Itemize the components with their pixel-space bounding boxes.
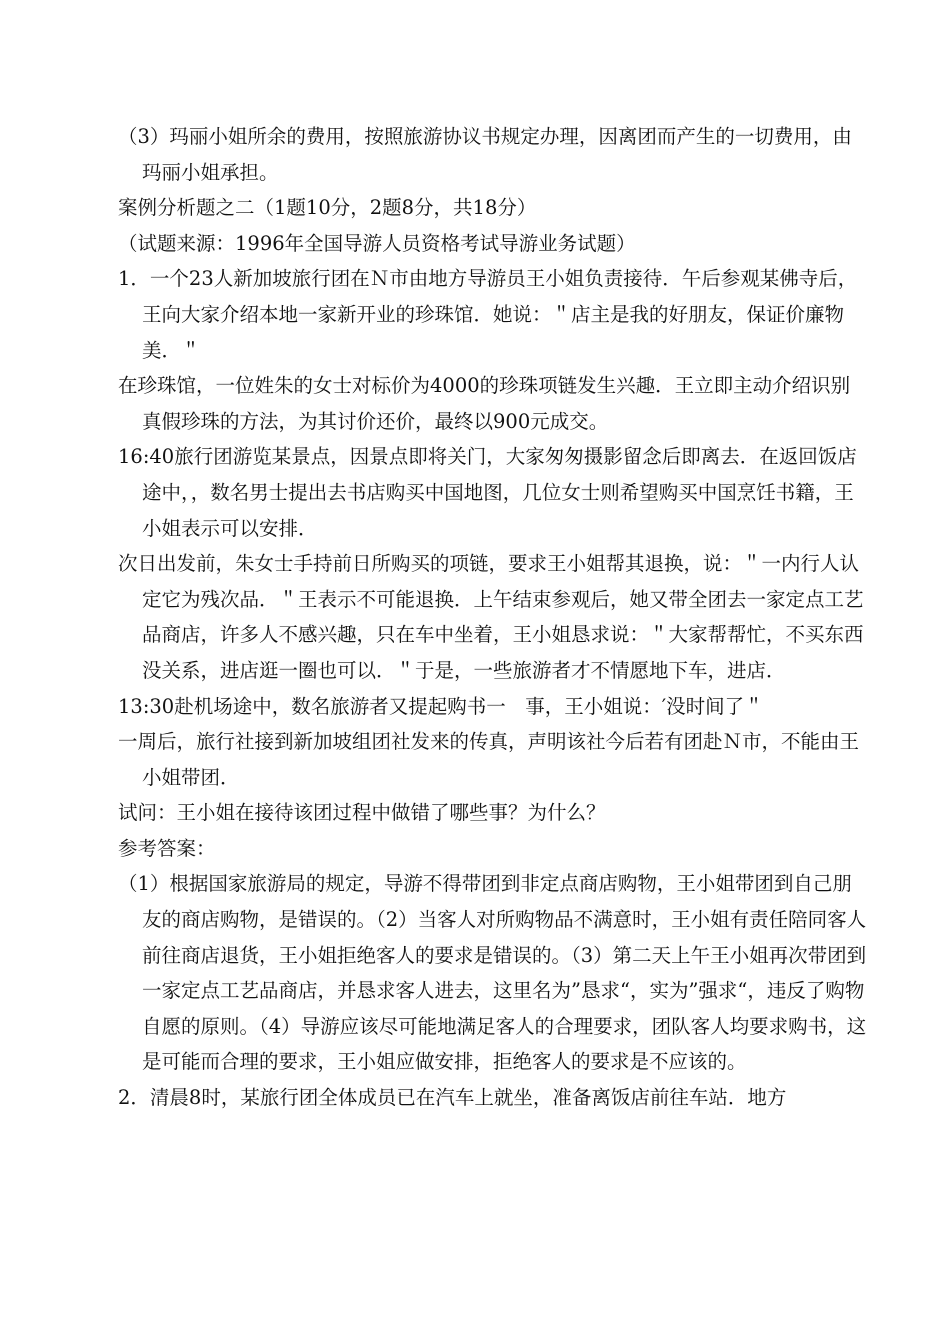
question-1-intro: 1．一个23人新加坡旅行团在Ｎ市由地方导游员王小姐负责接待．午后参观某佛寺后，王向大家介绍本地一家新开业的珍珠馆．她说：＂店主是我的好朋友，保证价廉物美．＂ [118, 267, 858, 362]
question-2-intro: 2．清晨8时，某旅行团全体成员已在汽车上就坐，准备离饭店前往车站．地方 [118, 1086, 787, 1110]
paragraph-1640-scenic: 16:40旅行团游览某景点，因景点即将关门，大家匆匆摄影留念后即离去．在返回饭店途中，，数名男士提出去书店购买中国地图，几位女士则希望购买中国烹饪书籍，王小姐表示可以安排． [118, 445, 857, 540]
paragraph-next-day: 次日出发前，朱女士手持前日所购买的项链，要求王小姐帮其退换，说：＂一内行人认定它为残次品．＂王表示不可能退换．上午结束参观后，她又带全团去一家定点工艺品商店，许多人不感兴趣，只在车中坐着，王小姐恳求说：＂大家帮帮忙，不买东西没关系，进店逛一圈也可以．＂于是，一些旅游者才不情愿地下车，进店． [118, 552, 864, 682]
question-prompt: 试问：王小姐在接待该团过程中做错了哪些事？为什么？ [118, 801, 606, 825]
question-source: （试题来源：1996年全国导游人员资格考试导游业务试题） [118, 231, 636, 255]
paragraph-pearl-shop: 在珍珠馆，一位姓朱的女士对标价为4000的珍珠项链发生兴趣．王立即主动介绍识别真假珍珠的方法，为其讨价还价，最终以900元成交。 [118, 374, 851, 433]
paragraph-one-week-later: 一周后，旅行社接到新加坡组团社发来的传真，声明该社今后若有团赴Ｎ市，不能由王小姐带团． [118, 730, 860, 789]
paragraph-fee-clause: （3）玛丽小姐所余的费用，按照旅游协议书规定办理，因离团而产生的一切费用，由玛丽小姐承担。 [118, 125, 852, 184]
answer-body: （1）根据国家旅游局的规定，导游不得带团到非定点商店购物，王小姐带团到自己朋友的商店购物，是错误的。（2）当客人对所购物品不满意时，王小姐有责任陪同客人前往商店退货，王小姐拒绝客人的要求是错误的。（3）第二天上午王小姐再次带团到一家定点工艺品商店，并恳求客人进去，这里名为”恳求“，实为”强求“，违反了购物自愿的原则。（4）导游应该尽可能地满足客人的合理要求，团队客人均要求购书，这是可能而合理的要求，王小姐应做安排，拒绝客人的要求是不应该的。 [118, 872, 867, 1074]
document-body [118, 119, 868, 1116]
section-heading-case-2: 案例分析题之二（1题10分，2题8分，共18分） [118, 196, 537, 220]
paragraph-1330-airport: 13:30赴机场途中，数名旅游者又提起购书一 事，王小姐说：′没时间了＂ [118, 694, 764, 718]
answer-heading: 参考答案： [118, 836, 216, 860]
